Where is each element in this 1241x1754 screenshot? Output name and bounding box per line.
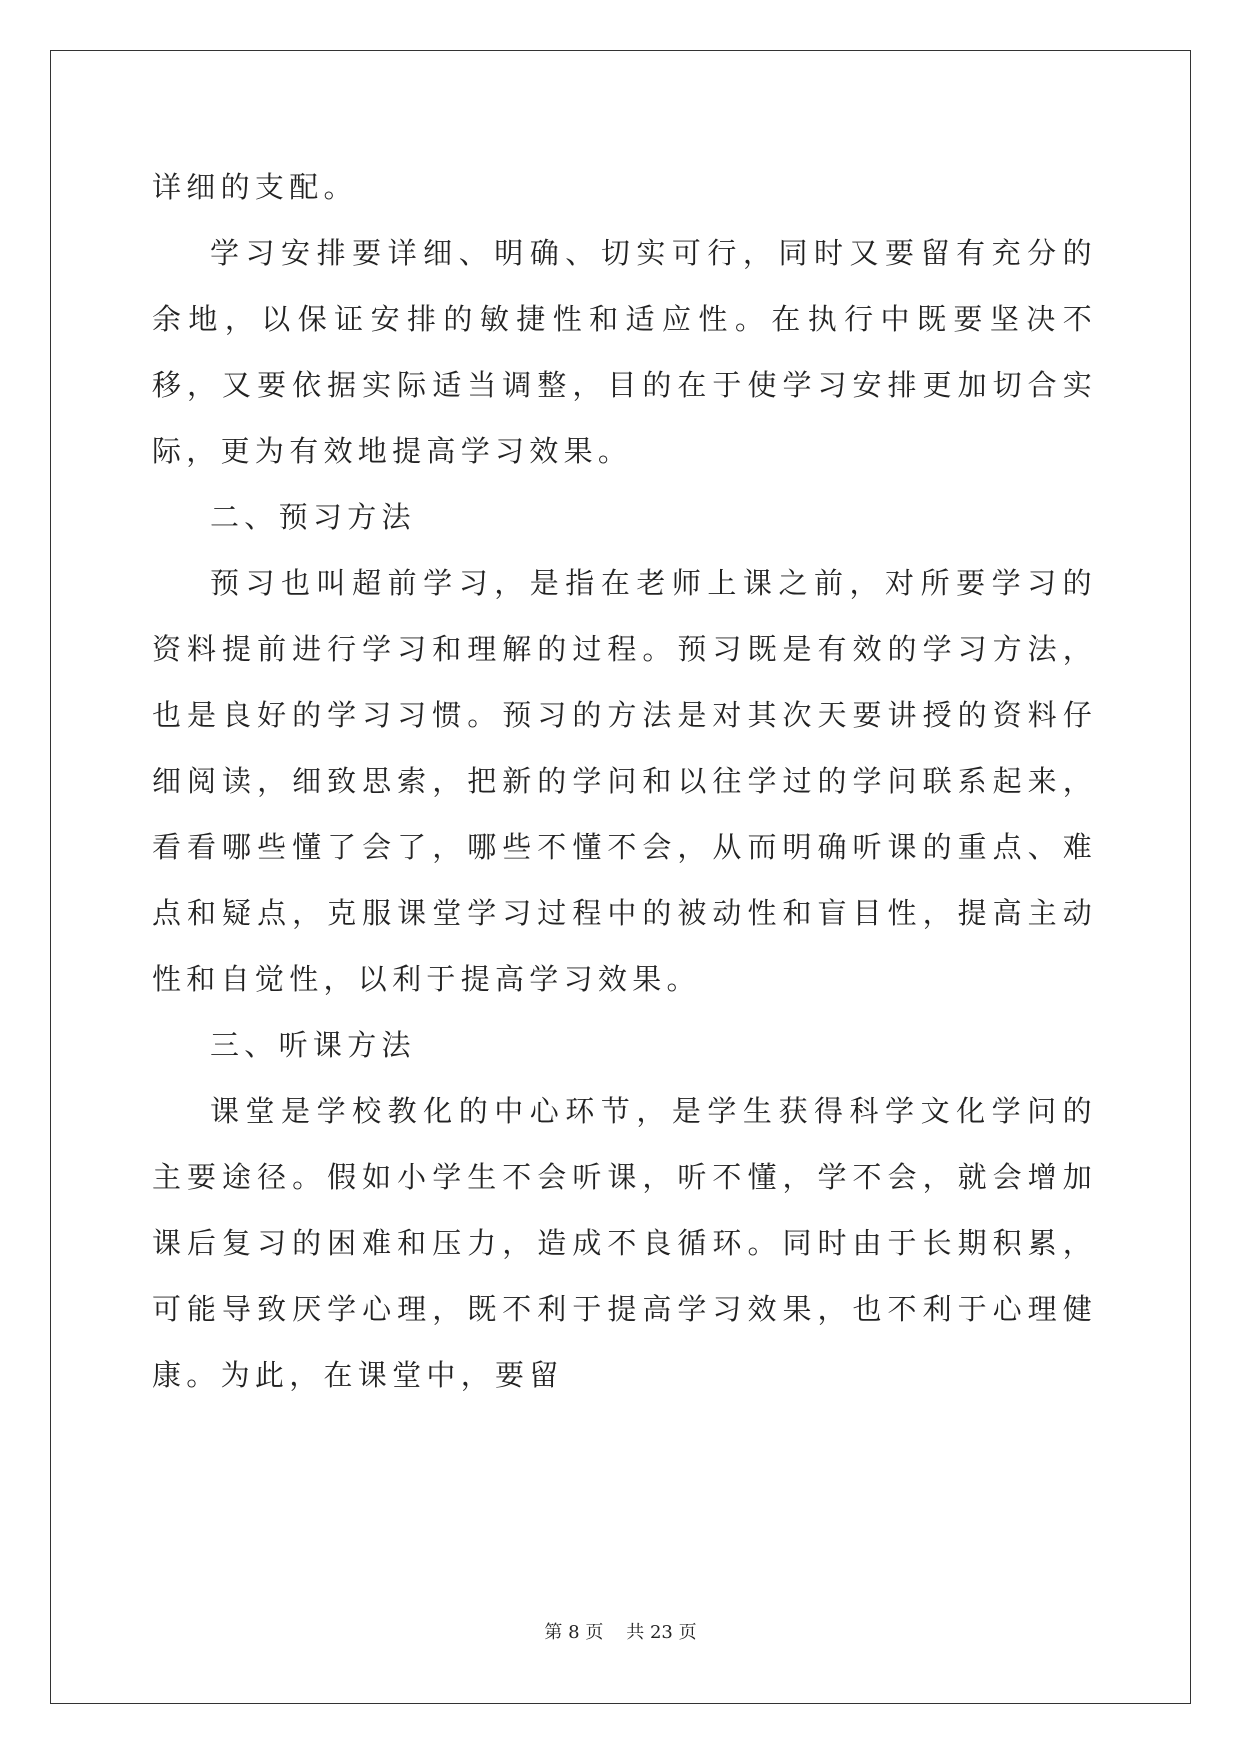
section-heading-preview: 二、预习方法: [210, 500, 416, 534]
section-heading-listening: 三、听课方法: [210, 1028, 416, 1062]
paragraph-3: 预习也叫超前学习，是指在老师上课之前，对所要学习的资料提前进行学习和理解的过程。预习既是有效的学习方法，也是良好的学习习惯。预习的方法是对其次天要讲授的资料仔细阅读，细致思索，把新的学问和以往学过的学问联系起来，看看哪些懂了会了，哪些不懂不会，从而明确听课的重点、难点和疑点，克服课堂学习过程中的被动性和盲目性，提高主动性和自觉性，以利于提高学习效果。: [152, 566, 1097, 996]
paragraph-4: 课堂是学校教化的中心环节，是学生获得科学文化学问的主要途径。假如小学生不会听课，听不懂，学不会，就会增加课后复习的困难和压力，造成不良循环。同时由于长期积累，可能导致厌学心理，既不利于提高学习效果，也不利于心理健康。为此，在课堂中，要留: [152, 1094, 1097, 1392]
page-total: 共 23 页: [626, 1622, 697, 1643]
paragraph-2: 学习安排要详细、明确、切实可行，同时又要留有充分的余地，以保证安排的敏捷性和适应性。在执行中既要坚决不移，又要依据实际适当调整，目的在于使学习安排更加切合实际，更为有效地提高学习效果。: [152, 236, 1097, 468]
paragraph-1: 详细的支配。: [152, 170, 358, 204]
page-footer: [0, 1618, 1241, 1644]
document-body: [152, 154, 1097, 1408]
page-number: 第 8 页: [544, 1622, 604, 1643]
